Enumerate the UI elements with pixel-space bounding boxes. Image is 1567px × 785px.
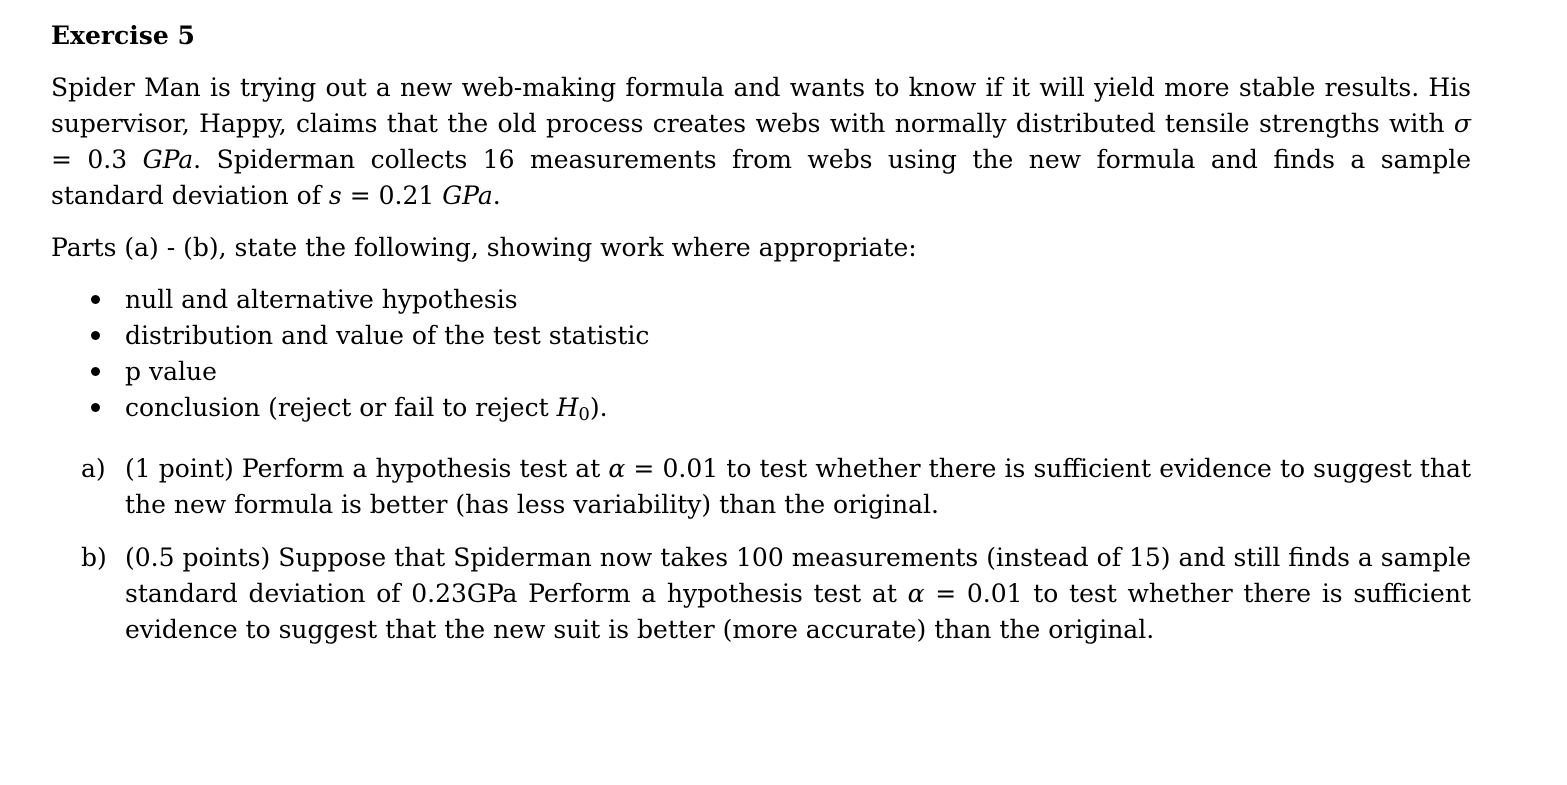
- document-page: [51, 18, 1471, 665]
- bullet-text: p value: [125, 357, 217, 386]
- problem-statement: [51, 70, 1471, 214]
- intro-text-1: Spider Man is trying out a new web-making formula and wants to know if it will yield more stable results. His supervisor, Happy, claims that the old process creates webs with normally distributed tensile strengths with: [51, 73, 1471, 138]
- list-item: [51, 390, 1471, 433]
- bullet-dot-icon: [91, 331, 100, 340]
- alpha-symbol: α: [907, 579, 925, 608]
- part-a-text-1: (1 point) Perform a hypothesis test at: [125, 454, 609, 483]
- list-item: [51, 354, 1471, 390]
- bullet-dot-icon: [91, 295, 100, 304]
- s-unit: GPa: [442, 181, 493, 210]
- list-item: [51, 282, 1471, 318]
- bullet-text: conclusion (reject or fail to reject: [125, 393, 557, 422]
- bullet-text: null and alternative hypothesis: [125, 285, 518, 314]
- s-symbol: s: [328, 181, 342, 210]
- exercise-title: Exercise 5: [51, 21, 195, 50]
- sigma-symbol: σ: [1453, 109, 1471, 138]
- s-value: = 0.21: [341, 181, 443, 210]
- part-b-text-2: = 0.01 to test whether there is sufficient evidence to suggest that the new suit is better (more accurate) than the original.: [125, 579, 1471, 644]
- requirements-list: [51, 282, 1471, 433]
- part-b-text-1: (0.5 points) Suppose that Spiderman now takes 100 measurements (instead of 15) and still finds a sample standard deviation of 0.23GPa Perform a hypothesis test at: [125, 543, 1471, 608]
- intro-text-3: .: [492, 181, 501, 210]
- sigma-unit: GPa: [142, 145, 194, 174]
- part-a-marker: a): [81, 454, 106, 483]
- intro-text-2: . Spiderman collects 16 measurements from webs using the new formula and finds a sample standard deviation of: [51, 145, 1471, 210]
- part-b: [51, 540, 1471, 648]
- h0-subscript: 0: [578, 404, 590, 425]
- part-a-text-2: = 0.01 to test whether there is sufficient evidence to suggest that the new formula is better (has less variability) than the original.: [125, 454, 1472, 519]
- bullet-text: distribution and value of the test statistic: [125, 321, 650, 350]
- parts-list: [51, 451, 1471, 648]
- h0-symbol: H: [556, 393, 579, 422]
- list-item: [51, 318, 1471, 354]
- alpha-symbol: α: [608, 454, 626, 483]
- instructions-text: Parts (a) - (b), state the following, showing work where appropriate:: [51, 233, 917, 262]
- bullet-dot-icon: [91, 367, 100, 376]
- bullet-dot-icon: [91, 403, 100, 412]
- sigma-value: = 0.3: [51, 145, 143, 174]
- bullet-end: ).: [589, 393, 608, 422]
- part-a: [51, 451, 1471, 523]
- part-b-marker: b): [81, 543, 107, 572]
